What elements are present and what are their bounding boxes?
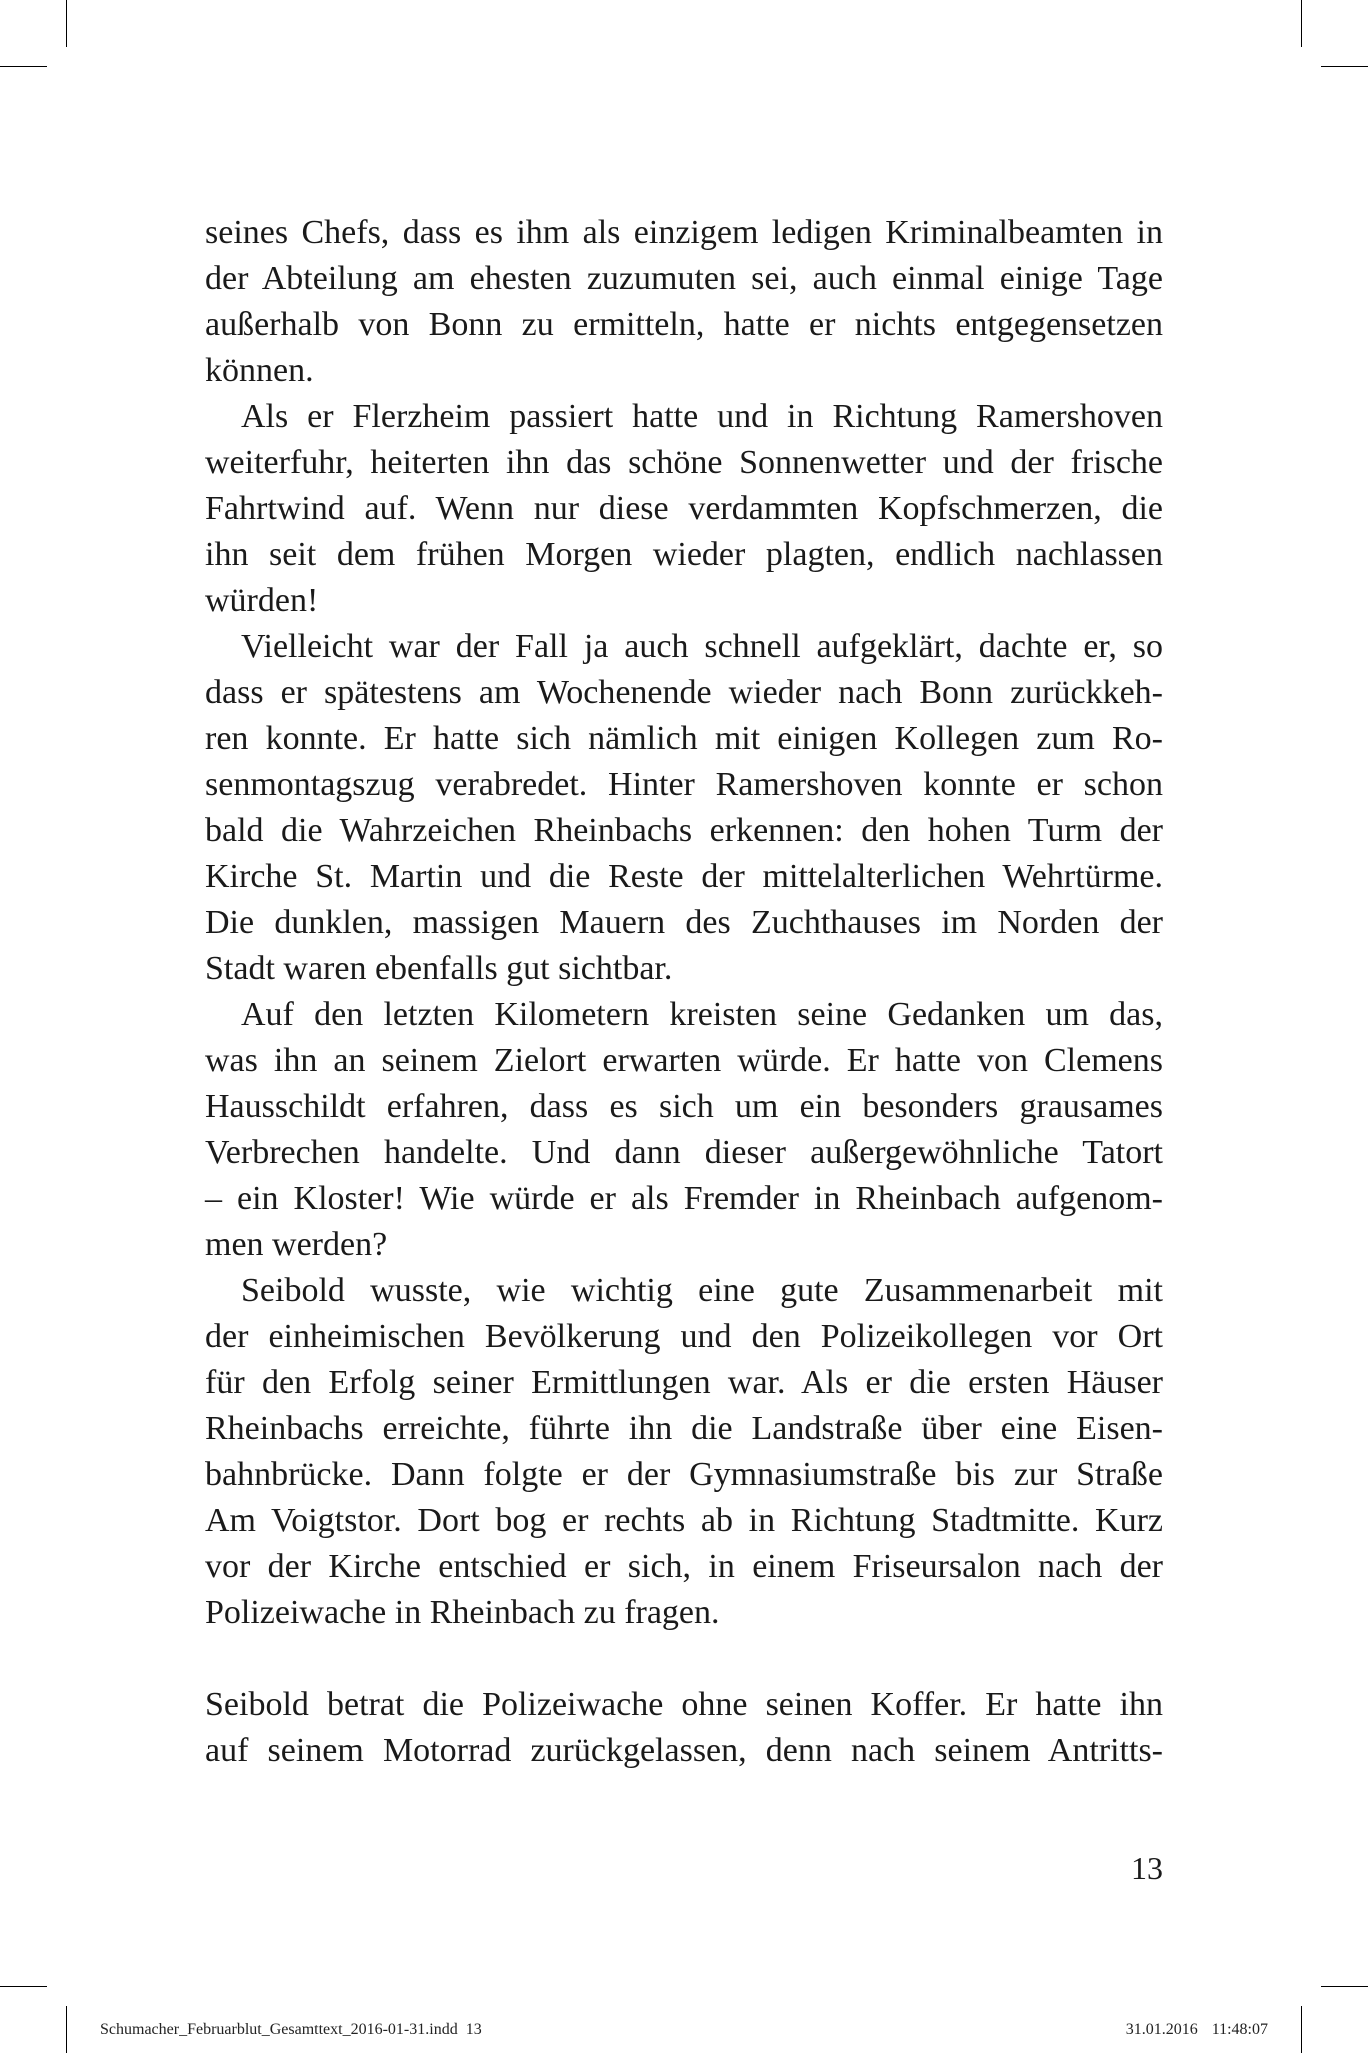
text-line: Seibold wusste, wie wichtig eine gute Zusammenarbeit mit (241, 1272, 1163, 1309)
section-break (205, 1636, 1163, 1682)
text-line: Verbrechen handelte. Und dann dieser außergewöhnliche Tatort (205, 1134, 1163, 1171)
text-line: – ein Kloster! Wie würde er als Fremder in Rheinbach aufgenom- (205, 1180, 1163, 1217)
body-text (205, 210, 1163, 1774)
text-line: Polizeiwache in Rheinbach zu fragen. (205, 1594, 720, 1631)
text-line: Rheinbachs erreichte, führte ihn die Landstraße über eine Eisen- (205, 1410, 1163, 1447)
text-section-1 (205, 210, 1163, 1636)
text-line: können. (205, 352, 314, 389)
text-line: würden! (205, 582, 319, 619)
text-line: ihn seit dem frühen Morgen wieder plagten, endlich nachlassen (205, 536, 1163, 573)
crop-mark-bottom-left-horizontal (0, 1986, 47, 1987)
text-line: Seibold betrat die Polizeiwache ohne seinen Koffer. Er hatte ihn (205, 1686, 1163, 1723)
crop-mark-top-left-horizontal (0, 66, 47, 67)
text-line: senmontagszug verabredet. Hinter Ramershoven konnte er schon (205, 766, 1163, 803)
slug-page: 13 (465, 2021, 482, 2038)
text-line: dass er spätestens am Wochenende wieder nach Bonn zurückkeh- (205, 674, 1163, 711)
text-line: Als er Flerzheim passiert hatte und in Richtung Ramershoven (241, 398, 1163, 435)
text-line: Am Voigtstor. Dort bog er rechts ab in Richtung Stadtmitte. Kurz (205, 1502, 1163, 1539)
text-line: für den Erfolg seiner Ermittlungen war. Als er die ersten Häuser (205, 1364, 1163, 1401)
text-line: ren konnte. Er hatte sich nämlich mit einigen Kollegen zum Ro- (205, 720, 1163, 757)
crop-mark-bottom-right-vertical (1301, 2006, 1302, 2053)
text-line: Die dunklen, massigen Mauern des Zuchthauses im Norden der (205, 904, 1163, 941)
text-line: der Abteilung am ehesten zuzumuten sei, auch einmal einige Tage (205, 260, 1163, 297)
slug-filename: Schumacher_Februarblut_Gesamttext_2016-01-31.indd (100, 2021, 458, 2038)
crop-mark-top-right-vertical (1301, 0, 1302, 47)
text-line: bald die Wahrzeichen Rheinbachs erkennen: den hohen Turm der (205, 812, 1163, 849)
slug-date: 31.01.2016 (1125, 2021, 1198, 2038)
crop-mark-top-right-horizontal (1321, 66, 1368, 67)
text-line: Stadt waren ebenfalls gut sichtbar. (205, 950, 673, 987)
crop-mark-bottom-left-vertical (66, 2006, 67, 2053)
text-line: außerhalb von Bonn zu ermitteln, hatte er nichts entgegensetzen (205, 306, 1163, 343)
text-line: Auf den letzten Kilometern kreisten seine Gedanken um das, (241, 996, 1163, 1033)
crop-mark-bottom-right-horizontal (1321, 1986, 1368, 1987)
text-line: Vielleicht war der Fall ja auch schnell aufgeklärt, dachte er, so (241, 628, 1163, 665)
text-line: Fahrtwind auf. Wenn nur diese verdammten Kopfschmerzen, die (205, 490, 1163, 527)
page-number: 13 (1131, 1850, 1163, 1886)
text-line: weiterfuhr, heiterten ihn das schöne Sonnenwetter und der frische (205, 444, 1163, 481)
text-line: auf seinem Motorrad zurückgelassen, denn nach seinem Antritts- (205, 1732, 1163, 1769)
text-line: Kirche St. Martin und die Reste der mittelalterlichen Wehrtürme. (205, 858, 1163, 895)
crop-mark-top-left-vertical (66, 0, 67, 47)
text-line: Hausschildt erfahren, dass es sich um ein besonders grausames (205, 1088, 1163, 1125)
slug-file-info (100, 2020, 482, 2040)
text-line: men werden? (205, 1226, 388, 1263)
text-section-2 (205, 1682, 1163, 1774)
text-line: vor der Kirche entschied er sich, in einem Friseursalon nach der (205, 1548, 1163, 1585)
text-line: seines Chefs, dass es ihm als einzigem ledigen Kriminalbeamten in (205, 214, 1163, 251)
text-line: bahnbrücke. Dann folgte er der Gymnasiumstraße bis zur Straße (205, 1456, 1163, 1493)
slug-timestamp (1126, 2020, 1268, 2040)
slug-time: 11:48:07 (1211, 2021, 1268, 2038)
text-line: der einheimischen Bevölkerung und den Polizeikollegen vor Ort (205, 1318, 1163, 1355)
text-line: was ihn an seinem Zielort erwarten würde. Er hatte von Clemens (205, 1042, 1163, 1079)
